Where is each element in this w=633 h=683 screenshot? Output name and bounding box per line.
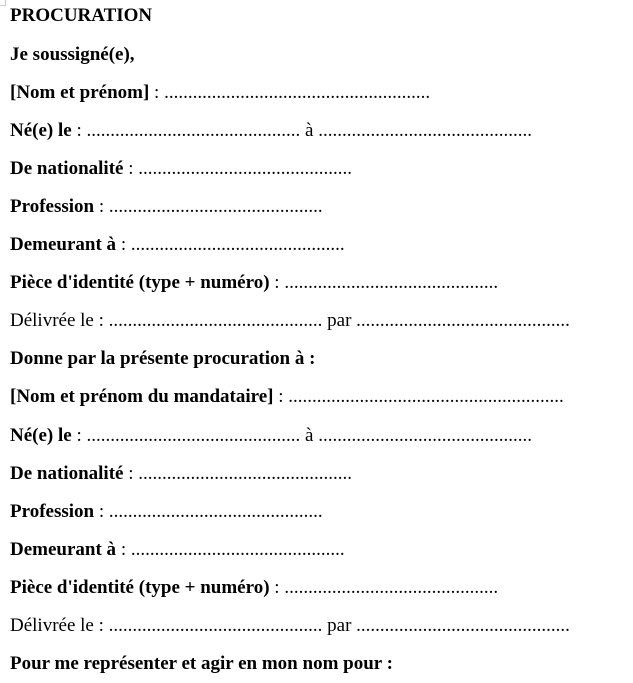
mandant-profession-field[interactable]: .............................................: [108, 196, 323, 217]
mandataire-id-row: Pièce d'identité (type + numéro) : .............................................: [10, 577, 499, 598]
mandataire-nationality-row: De nationalité : .............................................: [10, 463, 352, 484]
mandant-address-label: Demeurant à: [10, 234, 117, 255]
page-corner-mark: [0, 0, 6, 6]
mandataire-profession-label: Profession: [10, 501, 95, 522]
mandataire-issued-label: Délivrée le: [10, 615, 94, 636]
mandant-address-row: Demeurant à : .............................................: [10, 234, 345, 255]
mandataire-nationality-label: De nationalité: [10, 463, 124, 484]
mandant-profession-label: Profession: [10, 196, 95, 217]
mandataire-birth-row: Né(e) le : ............................................. à .............................................: [10, 425, 532, 446]
mandant-address-field[interactable]: .............................................: [130, 234, 345, 255]
mandataire-issued-row: Délivrée le : ............................................. par .............................................: [10, 615, 570, 636]
mandant-name-label: [Nom et prénom]: [10, 82, 150, 103]
mandant-name-field[interactable]: ........................................................: [164, 82, 431, 103]
purpose-heading: Pour me représenter et agir en mon nom pour :: [10, 653, 393, 674]
mandant-birth-date-field[interactable]: .............................................: [86, 120, 301, 141]
mandataire-name-label: [Nom et prénom du mandataire]: [10, 386, 274, 407]
mandataire-address-field[interactable]: .............................................: [130, 539, 345, 560]
mandant-born-label: Né(e) le: [10, 120, 72, 141]
mandant-profession-row: Profession : .............................................: [10, 196, 323, 217]
mandant-birth-row: Né(e) le : ............................................. à .............................................: [10, 120, 532, 141]
mandataire-name-row: [Nom et prénom du mandataire] : ..........................................................: [10, 386, 564, 407]
mandant-nationality-label: De nationalité: [10, 158, 124, 179]
mandant-nationality-field[interactable]: .............................................: [138, 158, 352, 179]
mandataire-name-field[interactable]: ..........................................................: [288, 386, 564, 407]
mandant-birth-place-field[interactable]: .............................................: [318, 120, 532, 141]
mandant-issued-label: Délivrée le: [10, 310, 94, 331]
mandant-nationality-row: De nationalité : .............................................: [10, 158, 352, 179]
document-title: PROCURATION: [10, 5, 153, 26]
mandataire-nationality-field[interactable]: .............................................: [138, 463, 352, 484]
mandant-issued-by-field[interactable]: .............................................: [356, 310, 570, 331]
mandant-name-row: [Nom et prénom] : ........................................................: [10, 82, 431, 103]
mandataire-address-row: Demeurant à : .............................................: [10, 539, 345, 560]
mandataire-profession-row: Profession : .............................................: [10, 501, 323, 522]
intro-line: Je soussigné(e),: [10, 44, 135, 65]
mandant-id-label: Pièce d'identité (type + numéro): [10, 272, 270, 293]
mandataire-born-label: Né(e) le: [10, 425, 72, 446]
mandataire-issued-by-field[interactable]: .............................................: [356, 615, 570, 636]
mandataire-birth-date-field[interactable]: .............................................: [86, 425, 301, 446]
mandataire-birth-place-field[interactable]: .............................................: [318, 425, 532, 446]
mandataire-profession-field[interactable]: .............................................: [108, 501, 323, 522]
grant-heading: Donne par la présente procuration à :: [10, 348, 316, 369]
mandataire-id-label: Pièce d'identité (type + numéro): [10, 577, 270, 598]
mandant-id-field[interactable]: .............................................: [284, 272, 499, 293]
mandataire-address-label: Demeurant à: [10, 539, 117, 560]
mandant-issued-row: Délivrée le : ............................................. par .............................................: [10, 310, 570, 331]
mandataire-id-field[interactable]: .............................................: [284, 577, 499, 598]
mandant-id-row: Pièce d'identité (type + numéro) : .............................................: [10, 272, 499, 293]
mandant-issued-date-field[interactable]: .............................................: [108, 310, 323, 331]
mandataire-issued-date-field[interactable]: .............................................: [108, 615, 323, 636]
